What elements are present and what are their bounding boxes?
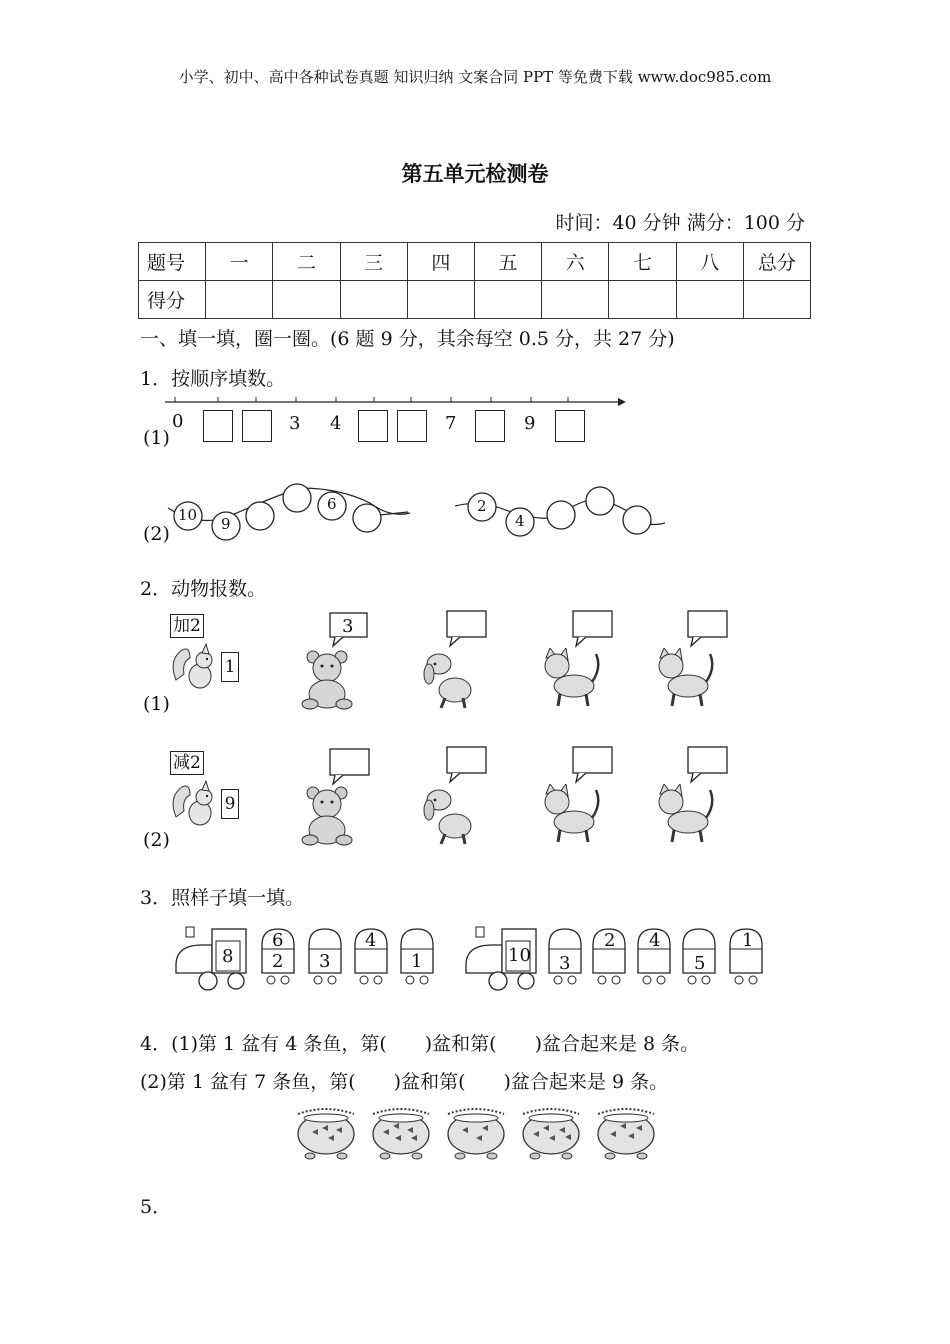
- section-heading: 一、填一填，圈一圈。(6 题 9 分，其余每空 0.5 分，共 27 分): [140, 328, 675, 350]
- car-top-number: 2: [604, 930, 616, 951]
- engine-number: 8: [222, 946, 234, 967]
- car-bottom-number: 1: [411, 951, 423, 972]
- q1-part2-label: (2): [143, 523, 170, 545]
- engine-number: 10: [508, 945, 531, 966]
- score-entry[interactable]: [340, 281, 407, 319]
- score-entry[interactable]: [407, 281, 474, 319]
- table-cell: 七: [609, 243, 676, 281]
- car-top-number: 4: [365, 930, 377, 951]
- dog-icon: [415, 648, 477, 710]
- table-cell: 八: [676, 243, 743, 281]
- fish-bowl-icon: [444, 1104, 508, 1162]
- car-bottom-number: 5: [694, 953, 706, 974]
- train-1: [172, 925, 444, 991]
- speech-bubble[interactable]: [687, 746, 729, 784]
- start-number: 1: [221, 652, 239, 682]
- table-row: [139, 281, 811, 319]
- rule-tag: 加2: [170, 614, 204, 638]
- bear-icon: [298, 784, 356, 846]
- score-entry[interactable]: [743, 281, 810, 319]
- number-label: 9: [524, 413, 536, 434]
- answer-box[interactable]: [555, 410, 585, 442]
- squirrel-icon: [168, 640, 220, 692]
- table-cell: 一: [206, 243, 273, 281]
- score-entry[interactable]: [542, 281, 609, 319]
- question-3-text: 3．照样子填一填。: [140, 887, 305, 909]
- score-entry[interactable]: [206, 281, 273, 319]
- bear-icon: [298, 648, 356, 710]
- start-number: 9: [221, 789, 239, 819]
- fish-bowl-icon: [519, 1104, 583, 1162]
- answer-box[interactable]: [397, 410, 427, 442]
- answer-box[interactable]: [358, 410, 388, 442]
- bead-number: 2: [477, 497, 487, 515]
- number-label: 4: [330, 413, 342, 434]
- cat-icon: [538, 784, 602, 844]
- squirrel-icon: [168, 777, 220, 829]
- car-top-number: 6: [272, 930, 284, 951]
- bead[interactable]: [586, 487, 614, 515]
- speech-bubble[interactable]: [329, 748, 371, 786]
- score-entry[interactable]: [676, 281, 743, 319]
- q1-part1-label: (1): [143, 427, 170, 449]
- bead-number: 9: [221, 515, 231, 533]
- car-bottom-number: 3: [319, 951, 331, 972]
- fish-bowl-icon: [369, 1104, 433, 1162]
- table-cell: 总分: [743, 243, 810, 281]
- dog-icon: [415, 784, 477, 846]
- car-top-number: 1: [742, 930, 754, 951]
- question-5-text: 5．: [140, 1196, 172, 1218]
- speech-bubble[interactable]: [572, 746, 614, 784]
- car-bottom-number: 2: [272, 951, 284, 972]
- rule-tag: 减2: [170, 751, 204, 775]
- table-cell: 五: [474, 243, 541, 281]
- bead[interactable]: [547, 501, 575, 529]
- bead[interactable]: [283, 484, 311, 512]
- bead[interactable]: [246, 502, 274, 530]
- number-label: 7: [445, 413, 457, 434]
- page-title: 第五单元检测卷: [401, 162, 549, 186]
- bear-number: 3: [342, 616, 354, 637]
- table-cell: 三: [340, 243, 407, 281]
- q2-part2-label: (2): [143, 829, 170, 851]
- number-label: 0: [172, 411, 184, 432]
- table-cell: 得分: [139, 281, 206, 319]
- fish-bowl-icon: [594, 1104, 658, 1162]
- bead[interactable]: [353, 504, 381, 532]
- speech-bubble[interactable]: [572, 610, 614, 648]
- question-4-line1: 4．(1)第 1 盆有 4 条鱼，第( )盆和第( )盆合起来是 8 条。: [140, 1033, 700, 1055]
- score-entry[interactable]: [474, 281, 541, 319]
- score-table: [138, 242, 811, 319]
- bead-strings: [160, 478, 680, 544]
- table-cell: 题号: [139, 243, 206, 281]
- q2-part1-label: (1): [143, 693, 170, 715]
- page-header: 小学、初中、高中各种试卷真题 知识归纳 文案合同 PPT 等免费下载 www.doc985.com: [178, 68, 772, 86]
- table-row: [139, 243, 811, 281]
- score-entry[interactable]: [609, 281, 676, 319]
- speech-bubble[interactable]: [446, 746, 488, 784]
- car-top-number: 4: [649, 930, 661, 951]
- bead-number: 10: [178, 506, 198, 524]
- time-info: 时间：40 分钟 满分：100 分: [555, 212, 805, 234]
- number-label: 3: [289, 413, 301, 434]
- table-cell: 四: [407, 243, 474, 281]
- number-line: [160, 394, 630, 408]
- answer-box[interactable]: [475, 410, 505, 442]
- answer-box[interactable]: [242, 410, 272, 442]
- question-1-text: 1．按顺序填数。: [140, 368, 286, 390]
- bead[interactable]: [623, 506, 651, 534]
- cat-icon: [652, 784, 716, 844]
- table-cell: 六: [542, 243, 609, 281]
- bead-number: 6: [327, 495, 337, 513]
- question-4-line2: (2)第 1 盆有 7 条鱼，第( )盆和第( )盆合起来是 9 条。: [140, 1071, 669, 1093]
- table-cell: 二: [273, 243, 340, 281]
- answer-box[interactable]: [203, 410, 233, 442]
- score-entry[interactable]: [273, 281, 340, 319]
- speech-bubble[interactable]: [446, 610, 488, 648]
- bead-number: 4: [515, 512, 525, 530]
- fish-bowl-icon: [294, 1104, 358, 1162]
- question-2-text: 2．动物报数。: [140, 578, 267, 600]
- car-bottom-number: 3: [559, 953, 571, 974]
- cat-icon: [538, 648, 602, 708]
- cat-icon: [652, 648, 716, 708]
- speech-bubble[interactable]: [687, 610, 729, 648]
